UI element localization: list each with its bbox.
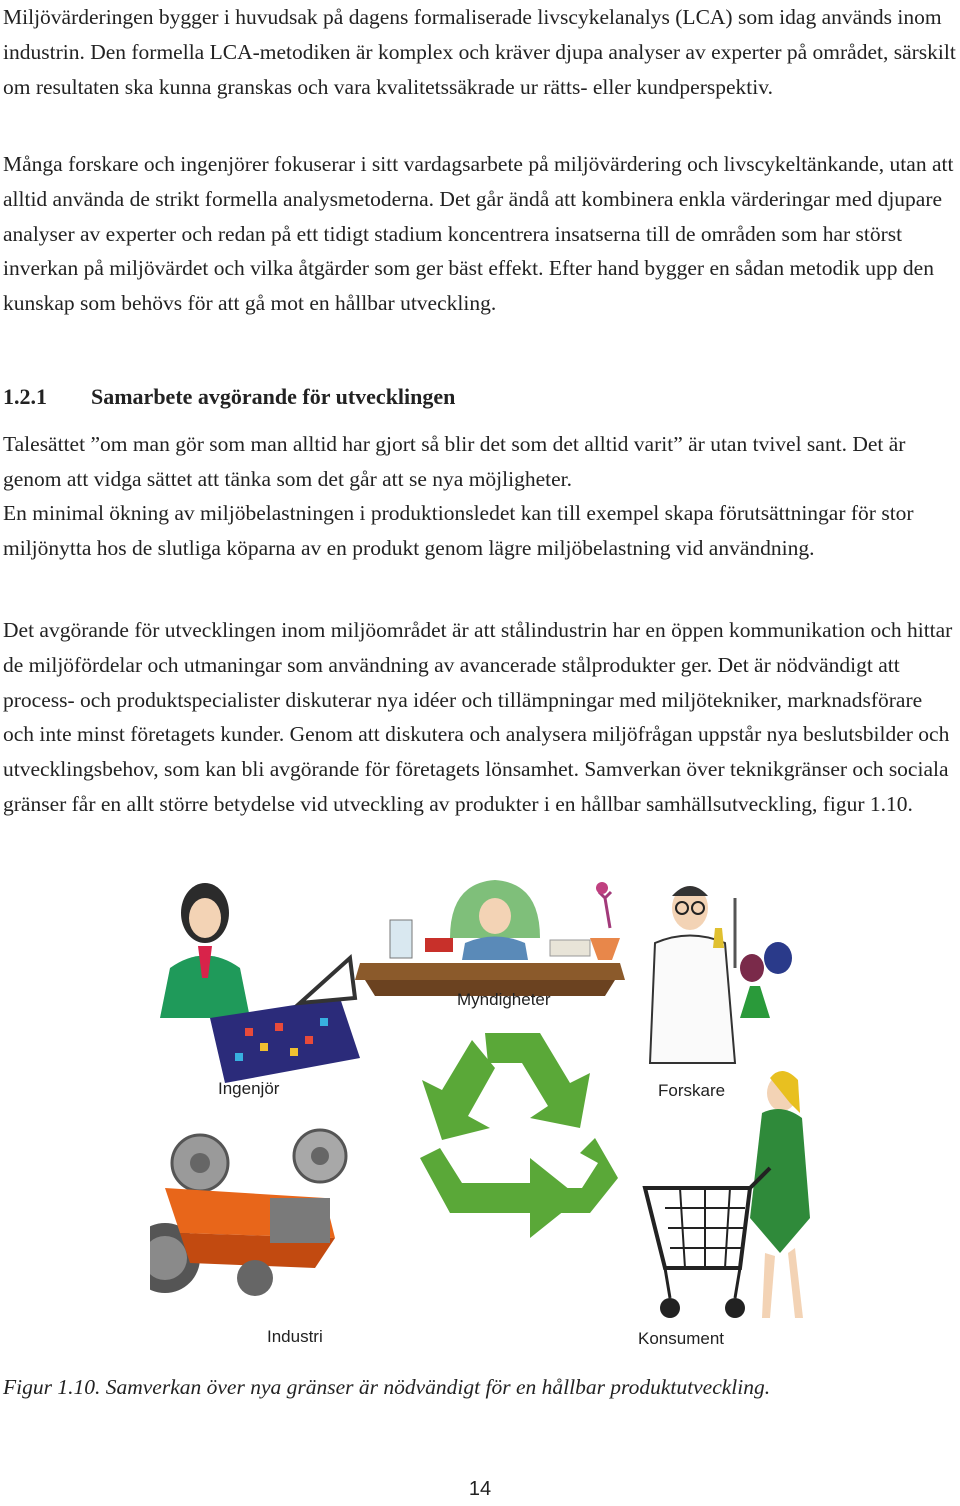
label-konsument: Konsument xyxy=(638,1329,724,1348)
scientist-illustration xyxy=(650,886,792,1063)
industry-rollers-illustration xyxy=(150,1130,346,1296)
label-industri: Industri xyxy=(267,1327,323,1346)
paragraph-saying: Talesättet ”om man gör som man alltid har gjort så blir det som det alltid varit” är utan tvivel sant. Det är genom att vidga sättet att tänka som det går att se nya möjligheter. xyxy=(3,432,906,491)
authority-desk-illustration xyxy=(355,880,625,996)
recycle-icon xyxy=(420,1033,618,1238)
figure-caption: Figur 1.10. Samverkan över nya gränser är nödvändigt för en hållbar produktutveckling. xyxy=(3,1375,771,1399)
section-heading xyxy=(3,380,455,414)
paragraph-lca-intro: Miljövärderingen bygger i huvudsak på dagens formaliserade livscykelanalys (LCA) som idag används inom industrin. Den formella LCA-metodiken är komplex och kräver djupa analyser av experter på området, särskilt om resultaten ska kunna granskas och vara kvalitetssäkrade ur rätts- eller kundperspektiv. xyxy=(3,5,956,99)
engineer-illustration xyxy=(160,883,360,1083)
section-number: 1.2.1 xyxy=(3,384,47,409)
page-number: 14 xyxy=(468,1478,492,1500)
label-ingenjor: Ingenjör xyxy=(218,1079,280,1098)
collaboration-figure xyxy=(150,868,820,1358)
label-forskare: Forskare xyxy=(658,1081,726,1100)
paragraph-minimal-increase: En minimal ökning av miljöbelastningen i produktionsledet kan till exempel skapa förutsättningar för stor miljönytta hos de slutliga köparna av en produkt genom lägre miljöbelastning vid användning. xyxy=(3,501,914,560)
consumer-cart-illustration xyxy=(645,1071,810,1318)
label-myndigheter: Myndigheter xyxy=(457,990,551,1009)
paragraph-researchers: Många forskare och ingenjörer fokuserar i sitt vardagsarbete på miljövärdering och livscykeltänkande, utan att alltid använda de strikt formella analysmetoderna. Det går ändå att kombinera enkla värderingar med djupare analyser av experter och redan på ett tidigt stadium koncentrera insatserna till de områden som har störst inverkan på miljövärdet och vilka åtgärder som ger bäst effekt. Efter hand bygger en sådan metodik upp den kunskap som behövs för att gå mot en hållbar utveckling. xyxy=(3,152,954,316)
section-title: Samarbete avgörande för utvecklingen xyxy=(91,384,456,409)
paragraph-collaboration: Det avgörande för utvecklingen inom miljöområdet är att stålindustrin har en öppen kommunikation och hittar de miljöfördelar och utmaningar som användning av avancerade stålprodukter ger. Det är nödvändigt att process- och produktspecialister diskuterar nya idéer och tillämpningar med miljötekniker, marknadsförare och inte minst företagets kunder. Genom att diskutera och analysera miljöfrågan uppstår nya beslutsbilder och utvecklingsbehov, som kan bli avgörande för företagets lönsamhet. Samverkan över teknikgränser och sociala gränser får en allt större betydelse vid utveckling av produkter i en hållbar samhällsutveckling, figur 1.10. xyxy=(3,618,953,816)
